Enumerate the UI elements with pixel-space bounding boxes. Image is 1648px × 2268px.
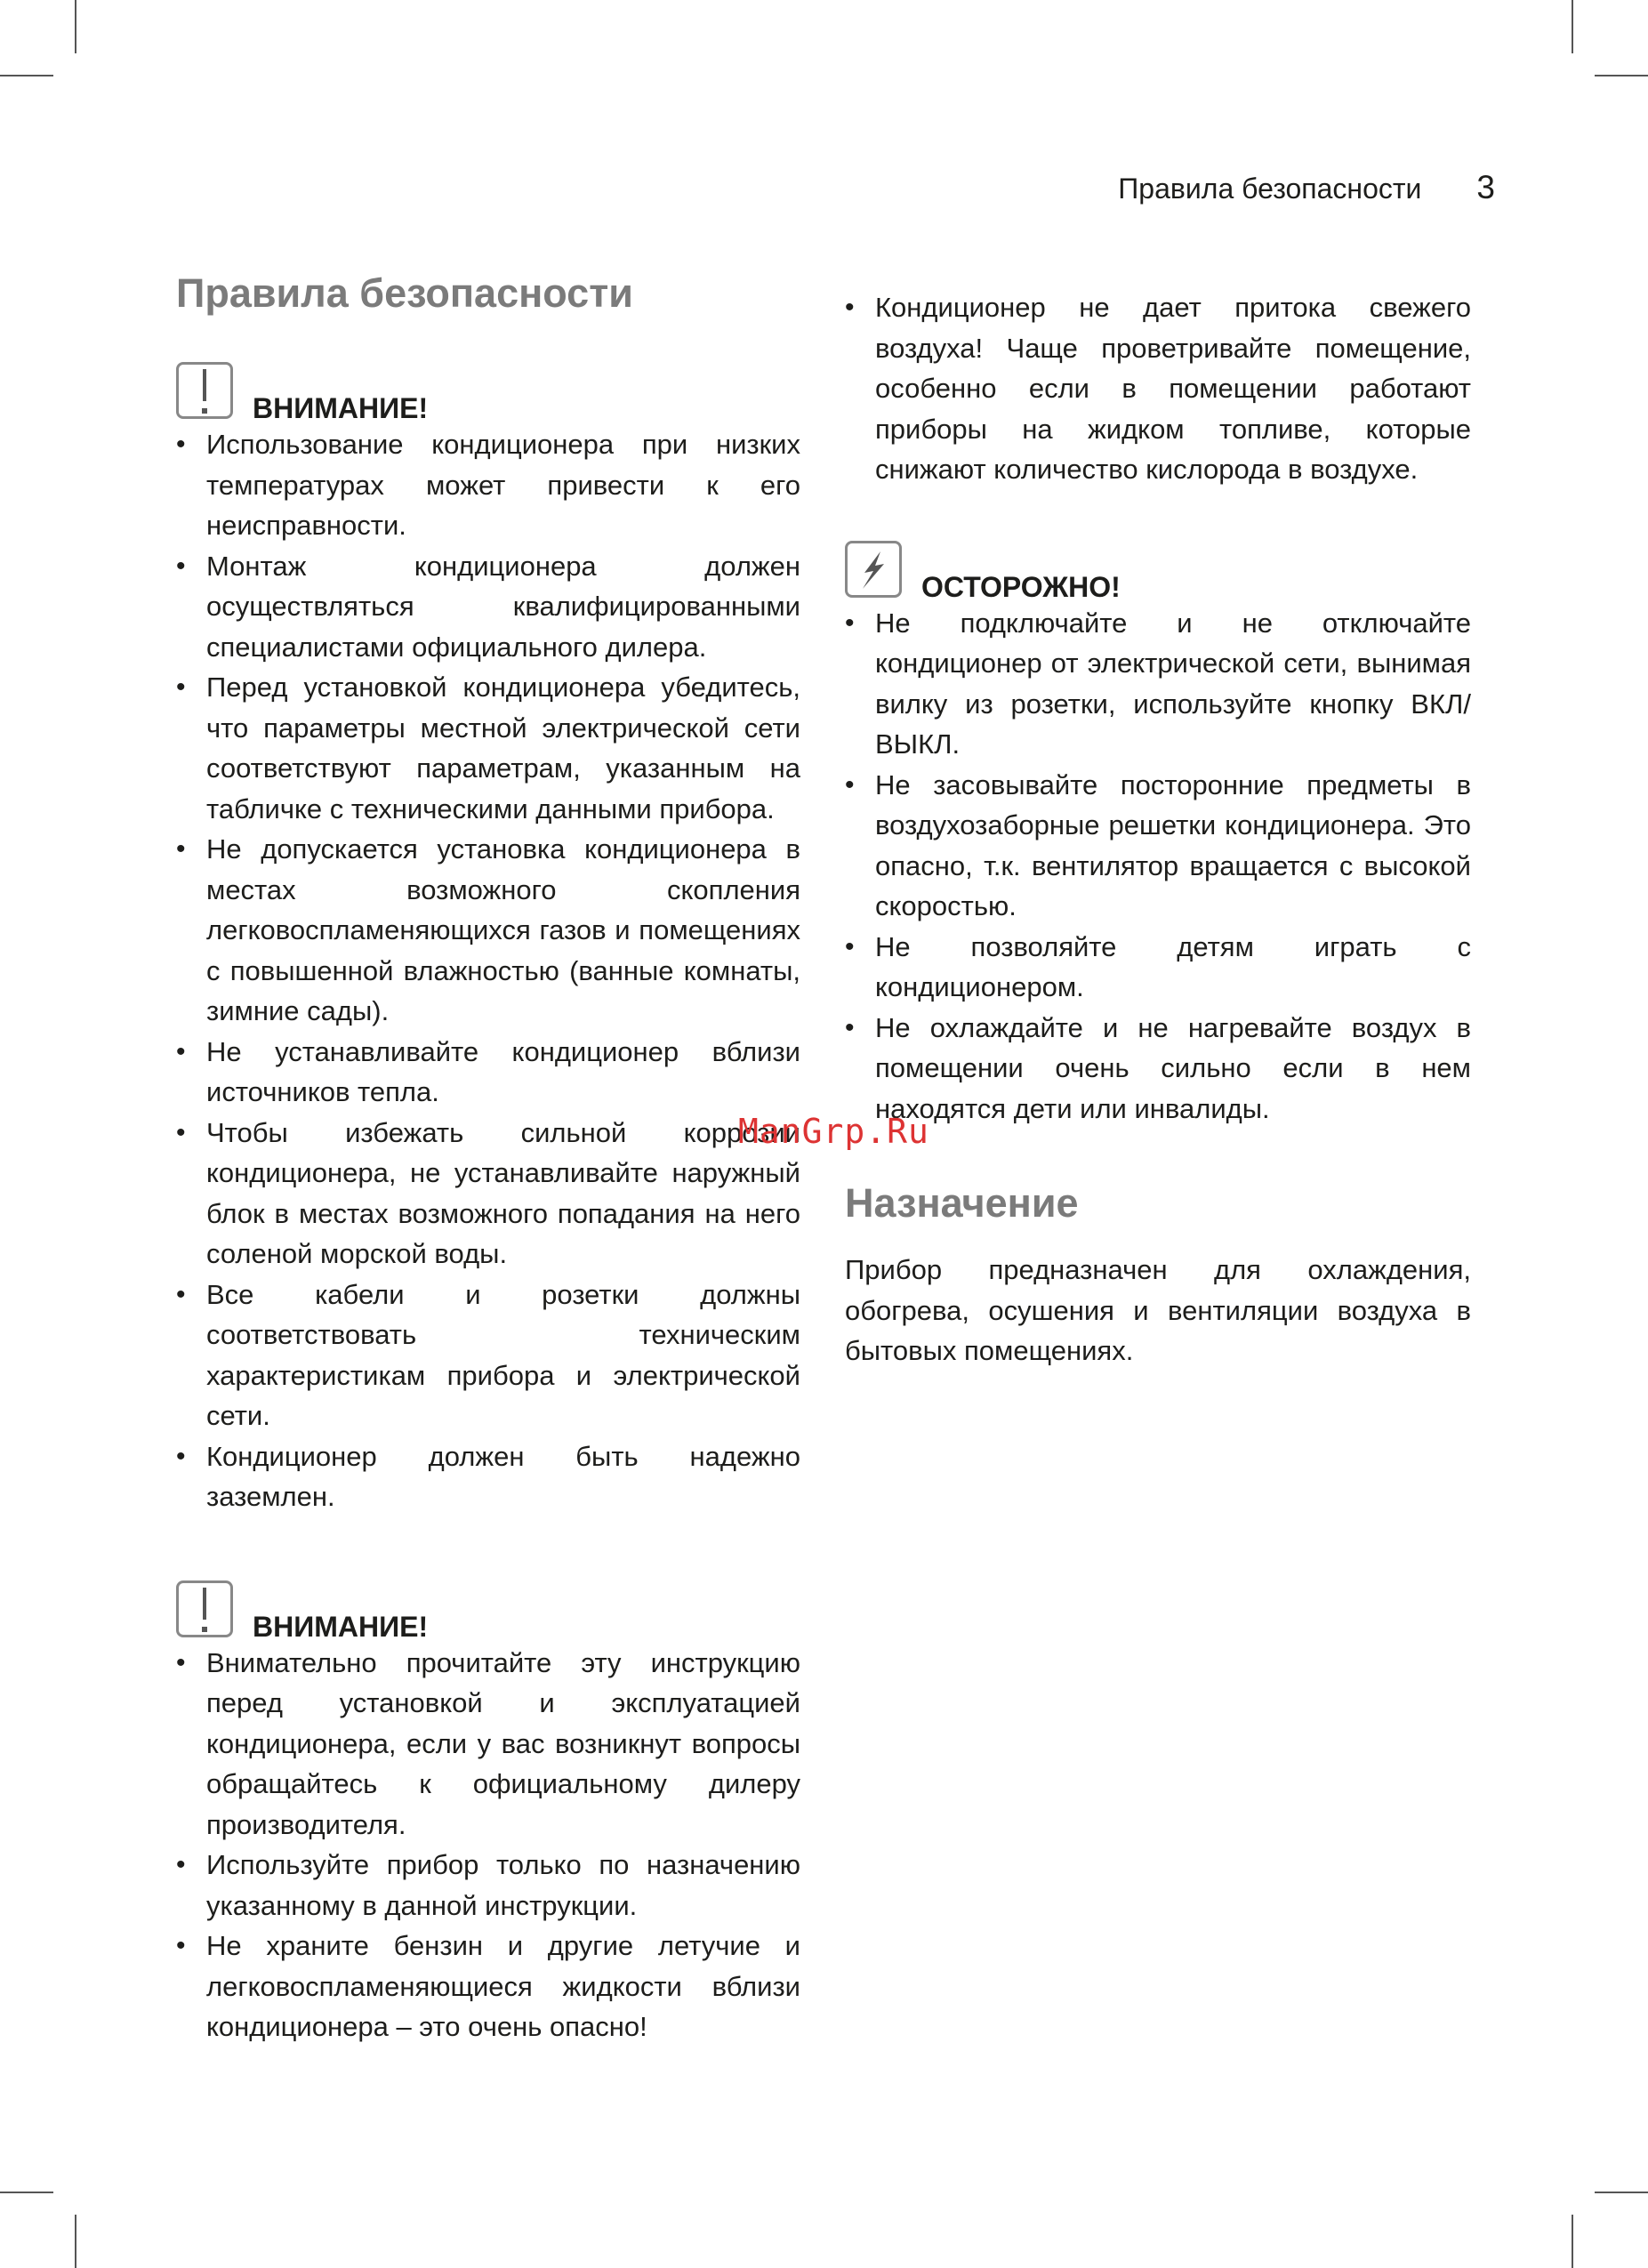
running-header [1118,169,1495,206]
crop-mark [1595,2192,1648,2193]
list-item: • Чтобы избежать сильной коррозии кондиционера, не устанавливайте наружный блок в местах возможного попадания на него соленой морской воды. [176,1113,800,1275]
list-item: • Кондиционер должен быть надежно заземлен. [176,1436,800,1517]
list-item: • Не храните бензин и другие летучие и легковоспламеняющиеся жидкости вблизи кондиционера – это очень опасно! [176,1926,800,2047]
list-item: • Не засовывайте посторонние предметы в воздухозаборные решетки кондиционера. Это опасно, т.к. вентилятор вращается с высокой скоростью. [845,765,1471,927]
crop-mark [1595,75,1648,76]
crop-mark [1572,2215,1573,2268]
caution-header [845,533,1471,603]
list-item: • Не устанавливайте кондиционер вблизи источников тепла. [176,1032,800,1113]
purpose-text: Прибор предназначен для охлаждения, обогрева, осушения и вентиляции воздуха в бытовых помещениях. [845,1254,1471,1366]
list-item: • Не допускается установка кондиционера в местах возможного скопления легковоспламеняющихся газов и помещениях с повышенной влажностью (ванные комнаты, зимние сады). [176,829,800,1032]
caution-list [845,603,1471,1130]
list-item: • Не охлаждайте и не нагревайте воздух в помещении очень сильно если в нем находятся дети или инвалиды. [845,1008,1471,1130]
page-number: 3 [1476,169,1495,205]
caution-label: ОСТОРОЖНО! [921,570,1121,603]
list-item: • Использование кондиционера при низких температурах может привести к его неисправности. [176,424,800,546]
electric-shock-icon [845,541,902,598]
list-item: • Не позволяйте детям играть с кондиционером. [845,927,1471,1008]
section-title-safety: Правила безопасности [176,270,633,316]
list-item: • Все кабели и розетки должны соответствовать техническим характеристикам прибора и электрической сети. [176,1275,800,1436]
exclamation-icon [176,1580,233,1637]
warning-header [176,1572,800,1643]
left-column [176,267,800,2047]
exclamation-icon [176,362,233,419]
list-item: • Не подключайте и не отключайте кондиционер от электрической сети, вынимая вилку из розетки, используйте кнопку ВКЛ/ВЫКЛ. [845,603,1471,765]
crop-mark [0,2192,53,2193]
list-item: • Перед установкой кондиционера убедитесь, что параметры местной электрической сети соответствуют параметрам, указанным на табличке с техническими данными прибора. [176,667,800,829]
crop-mark [75,2215,76,2268]
crop-mark [75,0,76,53]
list-item: • Кондиционер не дает притока свежего воздуха! Чаще проветривайте помещение, особенно если в помещении работают приборы на жидком топливе, которые снижают количество кислорода в воздухе. [845,287,1471,490]
crop-mark [1572,0,1573,53]
warning-list [176,1643,800,2047]
list-item: • Внимательно прочитайте эту инструкцию перед установкой и эксплуатацией кондиционера, если у вас возникнут вопросы обращайтесь к официальному дилеру производителя. [176,1643,800,1846]
section-title-purpose: Назначение [845,1180,1079,1226]
running-title: Правила безопасности [1118,173,1422,205]
crop-mark [0,75,53,76]
watermark: ManGrp.Ru [738,1112,929,1151]
warning-list [176,424,800,1517]
warning-header [176,354,800,424]
warning-label: ВНИМАНИЕ! [253,392,429,424]
list-item: • Используйте прибор только по назначению указанному в данной инструкции. [176,1845,800,1926]
list-item: • Монтаж кондиционера должен осуществляться квалифицированными специалистами официального дилера. [176,546,800,668]
right-column [845,287,1471,1371]
intro-list [845,287,1471,490]
warning-label: ВНИМАНИЕ! [253,1610,429,1643]
